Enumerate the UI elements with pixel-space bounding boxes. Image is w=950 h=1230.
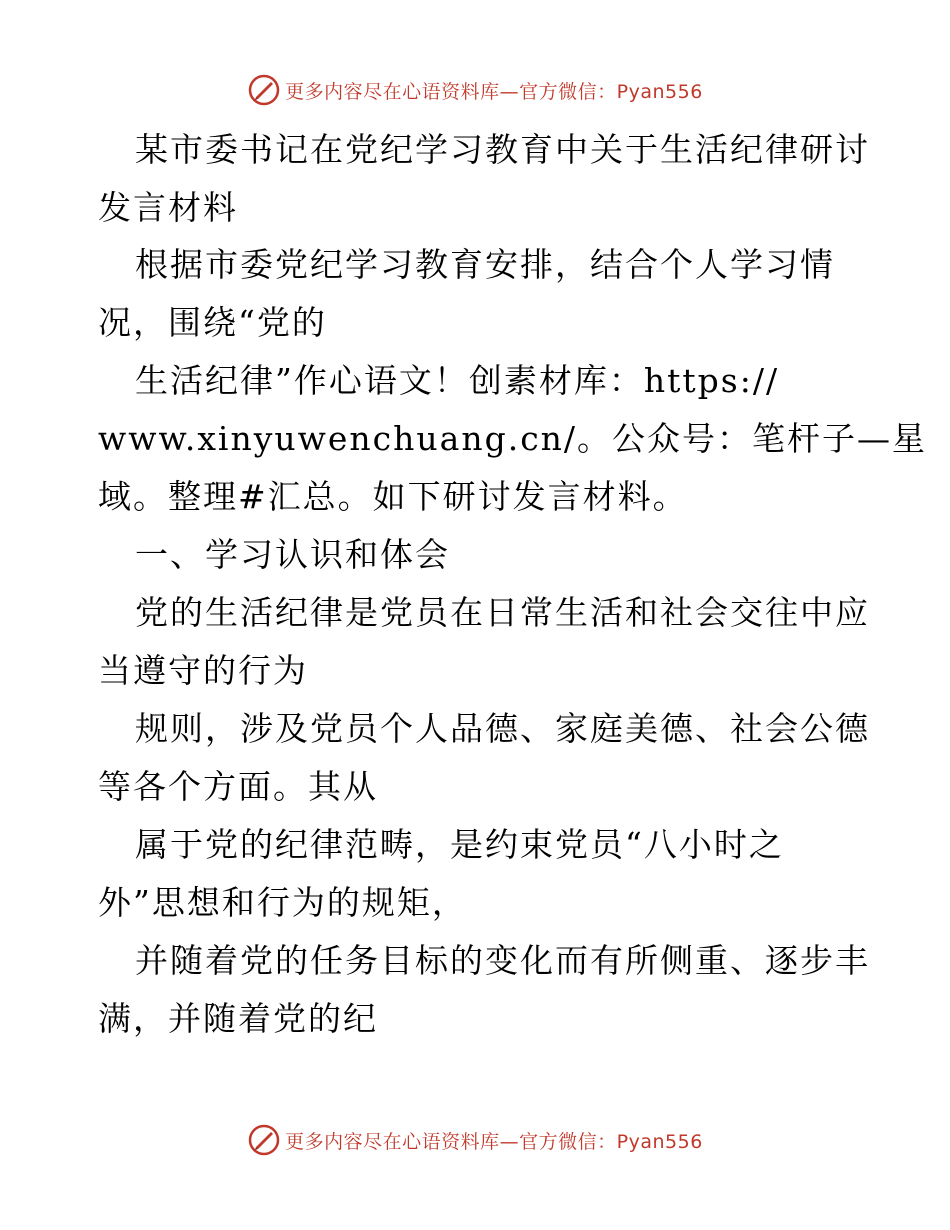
paragraph-line: 域。整理#汇总。如下研讨发言材料。: [98, 477, 688, 516]
header-banner-text: 更多内容尽在心语资料库—官方微信：Pyan556: [285, 80, 703, 103]
footer-banner-text: 更多内容尽在心语资料库—官方微信：Pyan556: [285, 1130, 703, 1153]
paragraph-line: 并随着党的任务目标的变化而有所侧重、逐步丰: [135, 941, 870, 980]
paragraph-line: 等各个方面。其从: [98, 767, 378, 806]
paragraph-line: 生活纪律”作心语文！创素材库：https://: [135, 361, 780, 400]
quill-pen-logo-icon: [247, 1123, 281, 1157]
paragraph-line: 满，并随着党的纪: [98, 999, 378, 1038]
paragraph-line: www.xinyuwenchuang.cn/。公众号：笔杆子—星: [98, 419, 928, 458]
paragraph-line: 当遵守的行为: [98, 651, 308, 690]
quill-pen-logo-icon: [247, 73, 281, 107]
header-banner: [0, 70, 950, 110]
doc-title-line-2: 发言材料: [98, 188, 238, 227]
paragraph-line: 况，围绕“党的: [98, 303, 327, 342]
doc-title-line-1: 某市委书记在党纪学习教育中关于生活纪律研讨: [135, 130, 870, 169]
paragraph-line: 外”思想和行为的规矩，: [98, 883, 467, 922]
footer-banner: [0, 1120, 950, 1160]
paragraph-line: 属于党的纪律范畴，是约束党员“八小时之: [135, 825, 784, 864]
paragraph-line: 党的生活纪律是党员在日常生活和社会交往中应: [135, 593, 870, 632]
section-heading: 一、学习认识和体会: [135, 535, 450, 574]
paragraph-line: 根据市委党纪学习教育安排，结合个人学习情: [135, 245, 835, 284]
paragraph-line: 规则，涉及党员个人品德、家庭美德、社会公德: [135, 709, 870, 748]
